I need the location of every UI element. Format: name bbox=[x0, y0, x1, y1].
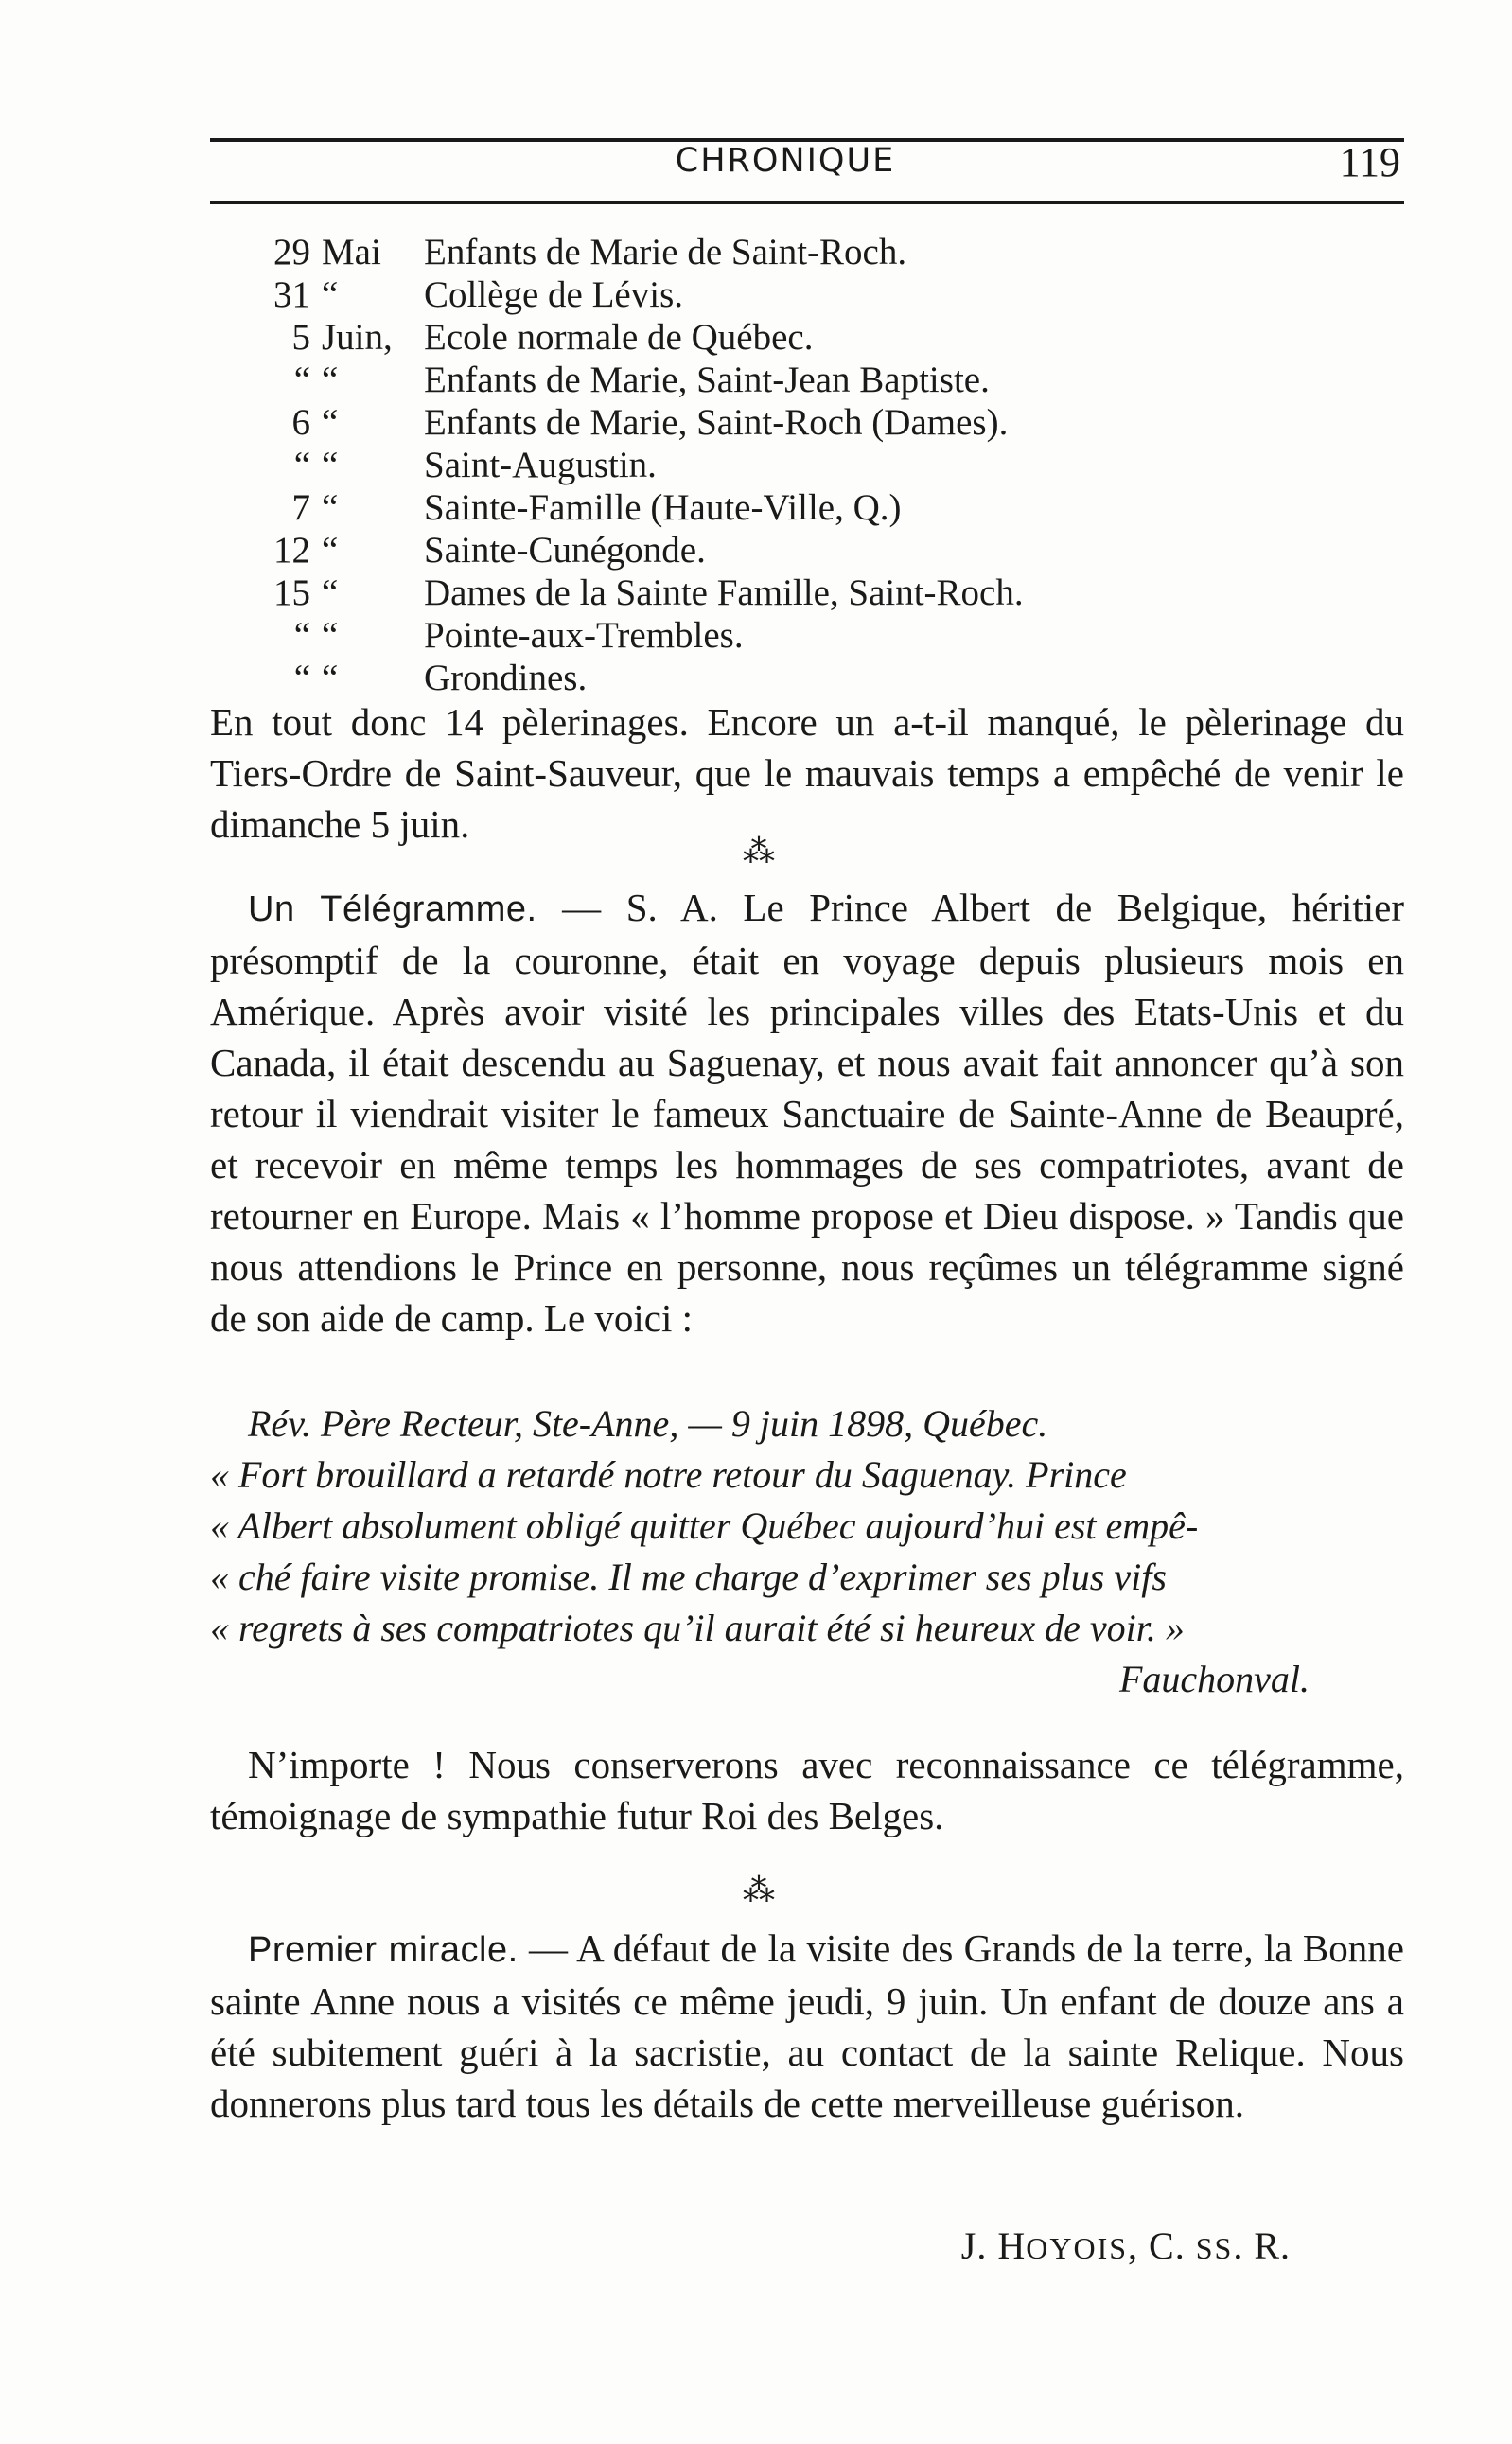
schedule-month: “ bbox=[322, 487, 339, 528]
schedule-row bbox=[244, 529, 1417, 571]
schedule-month: “ bbox=[322, 274, 339, 315]
telegram-date-line: Rév. Père Recteur, Ste-Anne, — 9 juin 1898, Québec. bbox=[248, 1402, 1048, 1445]
schedule-day: 31 bbox=[273, 274, 310, 315]
schedule-row bbox=[244, 571, 1417, 614]
schedule-month: “ bbox=[322, 360, 339, 400]
schedule-row bbox=[244, 359, 1417, 401]
closing-paragraph bbox=[210, 1739, 1404, 1841]
telegram-line: « ché faire visite promise. Il me charge d’exprimer ses plus vifs bbox=[210, 1556, 1167, 1598]
author-signature: J. HOYOIS, C. SS. R. bbox=[960, 2224, 1291, 2267]
schedule-row bbox=[244, 657, 1417, 699]
schedule-event: Saint-Augustin. bbox=[424, 445, 657, 485]
schedule-event: Enfants de Marie, Saint-Roch (Dames). bbox=[424, 402, 1009, 443]
schedule-event: Pointe-aux-Trembles. bbox=[424, 615, 744, 656]
schedule-row bbox=[244, 486, 1417, 529]
summary-text: En tout donc 14 pèlerinages. Encore un a-t-il manqué, le pèlerinage du Tiers-Ordre de Saint-Sauveur, que le mauvais temps a empêché de venir le dimanche 5 juin. bbox=[210, 700, 1404, 846]
schedule-month: “ bbox=[322, 530, 339, 571]
schedule-month: “ bbox=[322, 658, 339, 698]
schedule-event: Sainte-Famille (Haute-Ville, Q.) bbox=[424, 487, 902, 528]
schedule-month: Juin, bbox=[322, 317, 393, 358]
schedule-day: 12 bbox=[273, 530, 310, 571]
schedule-event: Enfants de Marie, Saint-Jean Baptiste. bbox=[424, 360, 990, 400]
schedule-day: “ bbox=[293, 445, 310, 485]
schedule-month: “ bbox=[322, 572, 339, 613]
schedule-row bbox=[244, 316, 1417, 359]
schedule-row bbox=[244, 444, 1417, 486]
schedule-month: Mai bbox=[322, 232, 381, 273]
closing-text: N’importe ! Nous conserverons avec reconnaissance ce télégramme, témoignage de sympathie futur Roi des Belges. bbox=[210, 1743, 1404, 1837]
telegram-signature: Fauchonval. bbox=[1118, 1658, 1310, 1700]
pilgrimage-schedule bbox=[244, 231, 1417, 699]
summary-paragraph bbox=[210, 696, 1404, 850]
section-text: — S. A. Le Prince Albert de Belgique, héritier présomptif de la couronne, était en voyage depuis plusieurs mois en Amérique. Après avoir visité les principales villes des Etats-Unis et du Canada, il était descendu au Saguenay, et nous avait fait annoncer qu’à son retour il viendrait visiter le fameux Sanctuaire de Sainte-Anne de Beaupré, et recevoir en même temps les hommages de ses compatriotes, avant de retourner en Europe. Mais « l’homme propose et Dieu dispose. » Tandis que nous attendions le Prince en personne, nous reçûmes un télégramme signé de son aide de camp. Le voici : bbox=[210, 886, 1404, 1340]
miracle-section bbox=[210, 1923, 1404, 2129]
schedule-month: “ bbox=[322, 402, 339, 443]
schedule-event: Collège de Lévis. bbox=[424, 274, 684, 315]
schedule-row bbox=[244, 273, 1417, 316]
schedule-event: Ecole normale de Québec. bbox=[424, 317, 814, 358]
schedule-month: “ bbox=[322, 615, 339, 656]
section-ornament: ⁂ bbox=[743, 835, 771, 870]
section-heading: Un Télégramme. bbox=[248, 889, 537, 929]
running-header: CHRONIQUE bbox=[675, 142, 896, 180]
schedule-day: “ bbox=[293, 615, 310, 656]
schedule-row bbox=[244, 401, 1417, 444]
schedule-month: “ bbox=[322, 445, 339, 485]
section-heading: Premier miracle. bbox=[248, 1930, 519, 1970]
schedule-row bbox=[244, 614, 1417, 657]
section-text: — A défaut de la visite des Grands de la terre, la Bonne sainte Anne nous a visités ce même jeudi, 9 juin. Un enfant de douze ans a été subitement guéri à la sacristie, au contact de la sainte Relique. Nous donnerons plus tard tous les détails de cette merveilleuse guérison. bbox=[210, 1926, 1404, 2125]
schedule-day: 7 bbox=[291, 487, 310, 528]
header-rule-bottom bbox=[210, 201, 1404, 204]
schedule-day: “ bbox=[293, 658, 310, 698]
schedule-day: 5 bbox=[291, 317, 310, 358]
telegram-line: « Albert absolument obligé quitter Québec aujourd’hui est empê- bbox=[210, 1504, 1199, 1547]
schedule-event: Grondines. bbox=[424, 658, 588, 698]
schedule-day: “ bbox=[293, 360, 310, 400]
section-ornament: ⁂ bbox=[743, 1873, 771, 1908]
schedule-event: Sainte-Cunégonde. bbox=[424, 530, 706, 571]
schedule-event: Dames de la Sainte Famille, Saint-Roch. bbox=[424, 572, 1024, 613]
schedule-event: Enfants de Marie de Saint-Roch. bbox=[424, 232, 907, 273]
schedule-day: 6 bbox=[291, 402, 310, 443]
telegram-line: « Fort brouillard a retardé notre retour du Saguenay. Prince bbox=[210, 1453, 1127, 1496]
schedule-day: 15 bbox=[273, 572, 310, 613]
schedule-row bbox=[244, 231, 1417, 273]
schedule-day: 29 bbox=[273, 232, 310, 273]
telegram-quote bbox=[210, 1398, 1404, 1705]
telegram-section bbox=[210, 882, 1404, 1344]
telegram-line: « regrets à ses compatriotes qu’il aurait été si heureux de voir. » bbox=[210, 1607, 1185, 1649]
page-number: 119 bbox=[1339, 139, 1400, 185]
